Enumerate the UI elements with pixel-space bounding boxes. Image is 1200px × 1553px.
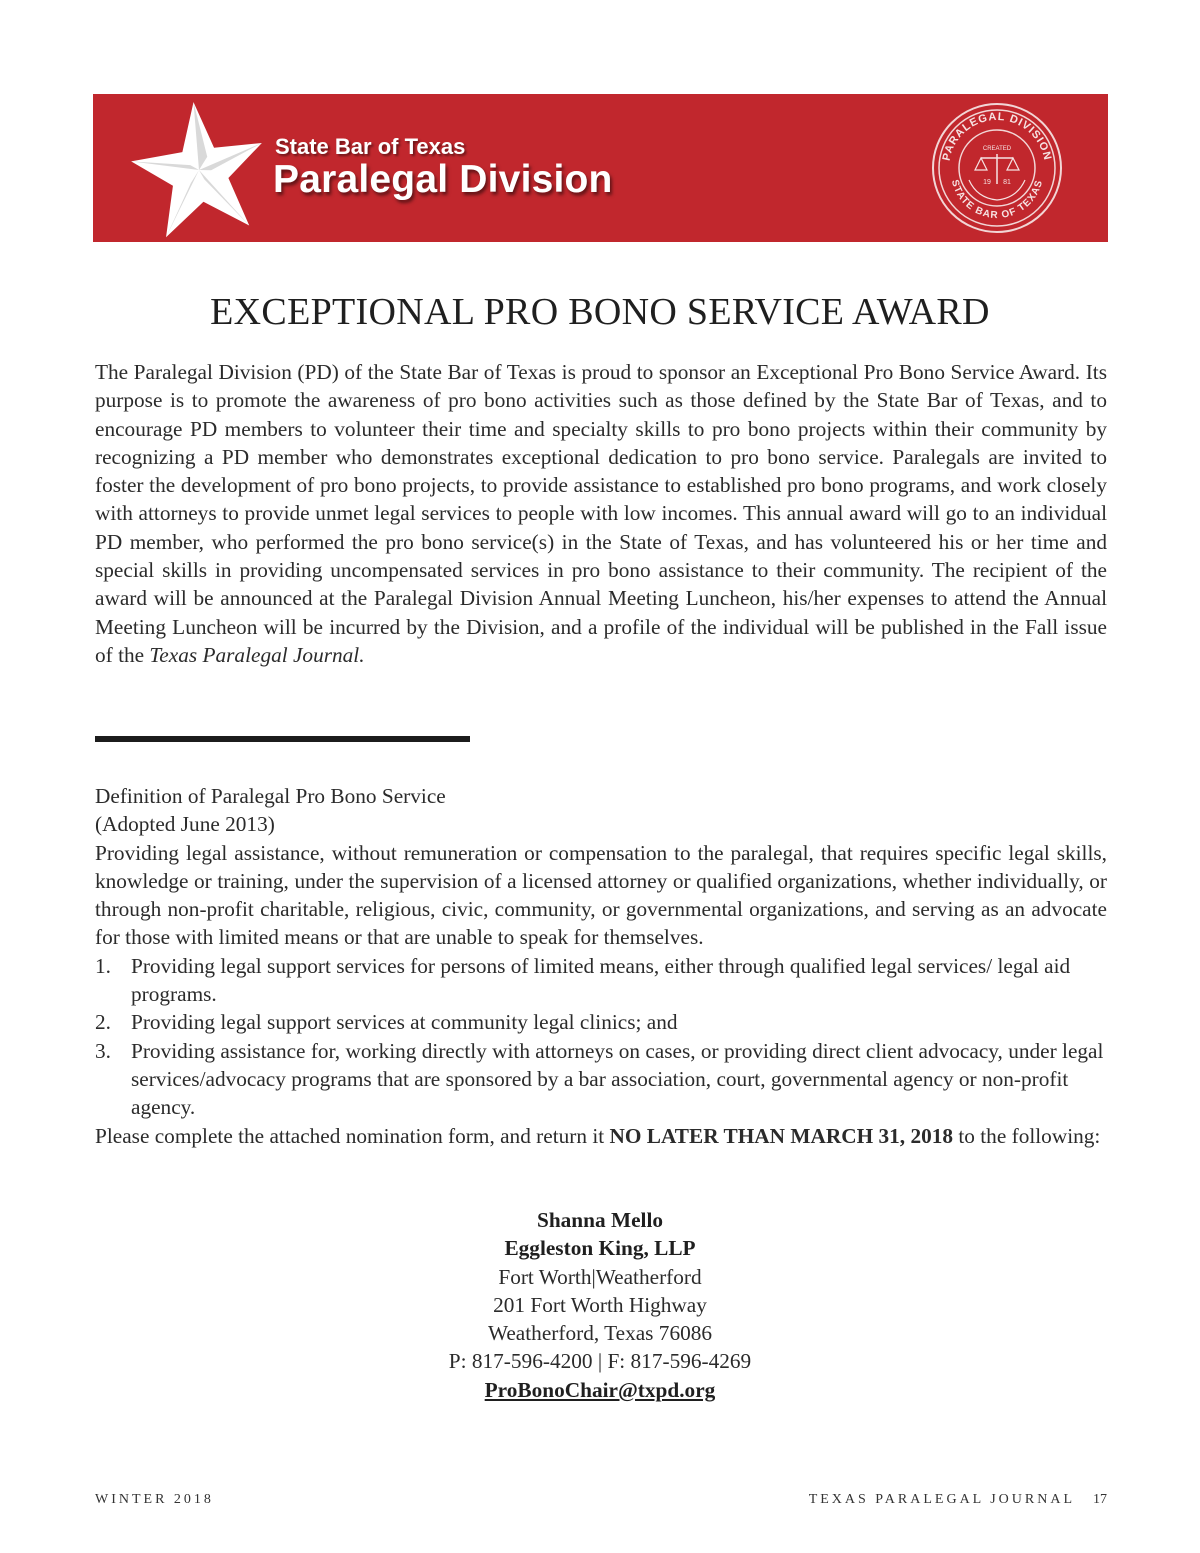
closing-text-end: to the following: — [953, 1123, 1101, 1148]
footer-issue: WINTER 2018 — [95, 1492, 214, 1507]
svg-text:PARALEGAL DIVISION: PARALEGAL DIVISION — [940, 110, 1054, 162]
list-item-number: 2. — [95, 1010, 111, 1035]
definition-section — [95, 782, 1107, 1150]
closing-instruction — [95, 1122, 1107, 1150]
svg-text:STATE BAR OF TEXAS: STATE BAR OF TEXAS — [948, 178, 1046, 222]
section-divider — [95, 736, 470, 742]
list-item-text: Providing legal support services for persons of limited means, either through qualified legal services/ legal aid programs. — [131, 953, 1071, 1007]
contact-block — [0, 1206, 1200, 1404]
contact-city: Weatherford, Texas 76086 — [487, 1321, 713, 1346]
list-item — [95, 1008, 1107, 1036]
list-item-text: Providing assistance for, working directly with attorneys on cases, or providing direct client advocacy, under legal services/advocacy programs that are sponsored by a bar association, court, governmental agency or non-profit agency. — [131, 1038, 1104, 1120]
svg-text:CREATED: CREATED — [982, 146, 1012, 152]
contact-firm: Eggleston King, LLP — [504, 1236, 696, 1261]
contact-email-link[interactable]: ProBonoChair@txpd.org — [484, 1377, 716, 1402]
deadline: NO LATER THAN MARCH 31, 2018 — [609, 1123, 954, 1148]
list-item-text: Providing legal support services at community legal clinics; and — [131, 1010, 678, 1035]
closing-text: Please complete the attached nomination form, and return it — [95, 1123, 610, 1148]
header-banner — [93, 94, 1108, 242]
list-item-number: 1. — [95, 953, 111, 978]
definition-text: Providing legal assistance, without remuneration or compensation to the paralegal, that requires specific legal skills, knowledge or training, under the supervision of a licensed attorney or qualified organizations, whether individually, or through non-profit charitable, religious, civic, community, or governmental organizations, and serving as an advocate for those with limited means or that are unable to speak for themselves. — [95, 840, 1107, 950]
svg-text:19: 19 — [983, 179, 991, 186]
journal-title: Texas Paralegal Journal. — [149, 642, 365, 667]
contact-name: Shanna Mello — [536, 1208, 664, 1232]
list-item — [95, 952, 1107, 1009]
page-number: 17 — [1093, 1492, 1107, 1507]
intro-text: The Paralegal Division (PD) of the State Bar of Texas is proud to sponsor an Exceptional Pro Bono Service Award. Its purpose is to promote the awareness of pro bono activities such as those defined by the State Bar of Texas, and to encourage PD members to volunteer their time and specialty skills to pro bono projects within their community by recognizing a PD member who demonstrates exceptional dedication to pro bono service. Paralegals are invited to foster the development of pro bono projects, to provide assistance to established pro bono programs, and work closely with attorneys to provide unmet legal services to people with low incomes. This annual award will go to an individual PD member, who performed the pro bono service(s) in the State of Texas, and has volunteered his or her time and special skills in providing uncompensated services in pro bono assistance to their community. The recipient of the award will be announced at the Paralegal Division Annual Meeting Luncheon, his/her expenses to attend the Annual Meeting Luncheon will be incurred by the Division, and a profile of the individual will be published in the Fall issue of the — [95, 360, 1107, 667]
division-seal-logo — [929, 100, 1065, 236]
contact-phone-fax: P: 817-596-4200 | F: 817-596-4269 — [448, 1349, 752, 1374]
texas-star-logo — [131, 98, 267, 238]
page-title: EXCEPTIONAL PRO BONO SERVICE AWARD — [210, 291, 990, 333]
definition-list — [95, 952, 1107, 1122]
definition-heading: Definition of Paralegal Pro Bono Service — [95, 784, 446, 808]
org-name-line2: Paralegal Division — [273, 158, 613, 201]
list-item — [95, 1037, 1107, 1122]
intro-paragraph — [95, 358, 1107, 669]
contact-street: 201 Fort Worth Highway — [493, 1292, 707, 1317]
footer-journal — [809, 1492, 1107, 1508]
footer-journal-name: TEXAS PARALEGAL JOURNAL — [808, 1492, 1075, 1507]
list-item-number: 3. — [95, 1038, 111, 1063]
definition-adopted: (Adopted June 2013) — [95, 812, 275, 837]
contact-office: Fort Worth|Weatherford — [498, 1264, 702, 1289]
org-name-line1: State Bar of Texas — [275, 134, 466, 159]
svg-text:81: 81 — [1003, 179, 1011, 186]
